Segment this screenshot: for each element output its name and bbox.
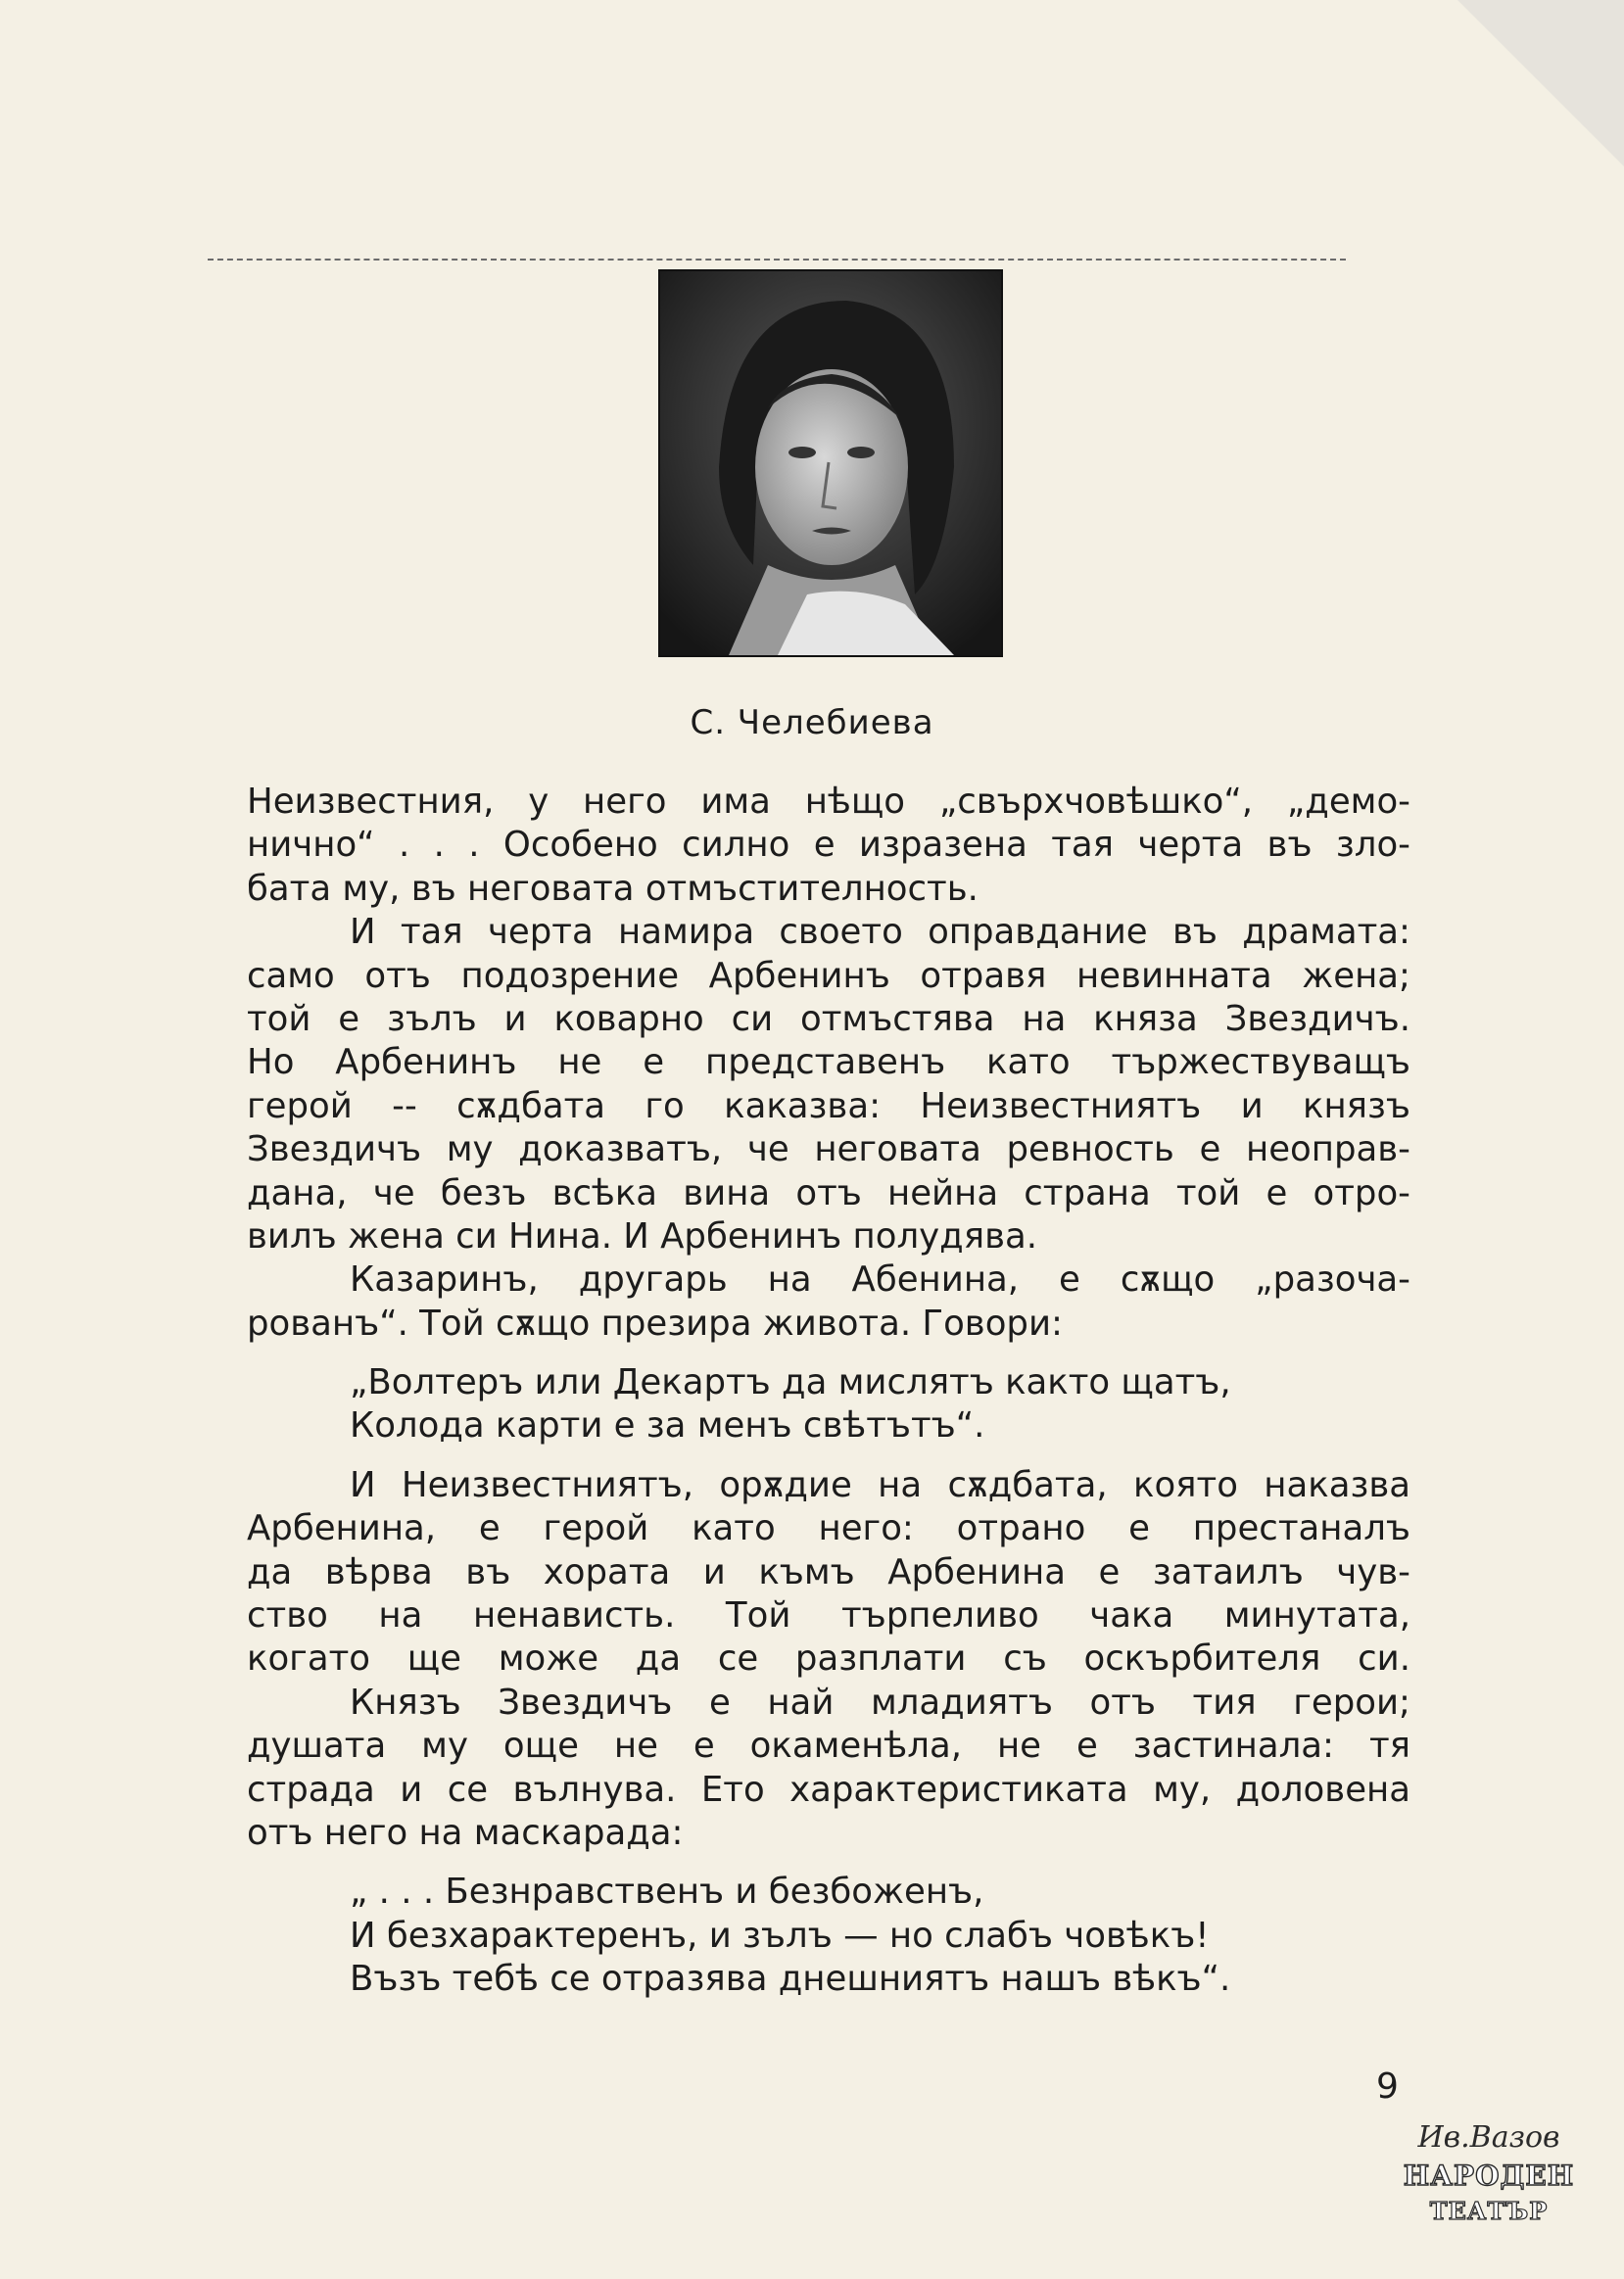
text-line: вилъ жена си Нина. И Арбенинъ полудява.	[247, 1215, 1038, 1257]
text-line: ство на ненависть. Той търпеливо чака минутата,	[247, 1595, 1410, 1637]
text-line: Но Арбенинъ не е представенъ като тържествуващъ	[247, 1042, 1410, 1083]
text-line: Арбенина, е герой като него: отрано е престаналъ	[247, 1508, 1410, 1549]
top-dashed-rule	[208, 259, 1346, 261]
logo-line-1: НАРОДЕН	[1403, 2160, 1575, 2192]
verse-line: Възъ тебѣ се отразява днешниятъ нашъ вѣкъ“.	[350, 1959, 1231, 2000]
verse-line: И безхарактеренъ, и зълъ — но слабъ човѣкъ!	[350, 1915, 1210, 1956]
text-line: рованъ“. Той сѫщо презира живота. Говори:	[247, 1303, 1064, 1344]
national-theatre-logo	[1401, 2120, 1577, 2238]
text-line: когато ще може да се разплати съ оскърбителя си.	[247, 1638, 1410, 1680]
text-line: Звездичъ му доказватъ, че неговата ревность е неоправ-	[247, 1129, 1410, 1170]
text-line: Неизвестния, у него има нѣщо „свърхчовѣшко“, „демо-	[247, 782, 1410, 822]
text-line: душата му още не е окаменѣла, не е застинала: тя	[247, 1726, 1410, 1767]
logo-line-2: ТЕАТЪР	[1429, 2197, 1549, 2225]
text-line: отъ него на маскарада:	[247, 1812, 684, 1853]
text-line: страда и се вълнува. Ето характеристиката му, доловена	[247, 1769, 1410, 1810]
text-line: бата му, въ неговата отмъстителность.	[247, 868, 979, 909]
page-corner	[1457, 0, 1624, 166]
text-line: дана, че безъ всѣка вина отъ нейна страна той е отро-	[247, 1172, 1410, 1213]
portrait-caption: С. Челебиева	[690, 703, 934, 742]
verse-line: „ . . . Безнравственъ и безбоженъ,	[350, 1872, 984, 1913]
text-line: да вѣрва въ хората и къмъ Арбенина е затаилъ чув-	[247, 1551, 1410, 1592]
body-text	[247, 781, 1410, 2002]
verse-line: Колода карти е за менъ свѣтътъ“.	[350, 1405, 985, 1447]
text-line: Князъ Звездичъ е най младиятъ отъ тия герои;	[350, 1682, 1410, 1723]
verse-line: „Волтеръ или Декартъ да мислятъ както щатъ,	[350, 1362, 1231, 1403]
text-line: той е зълъ и коварно си отмъстява на княза Звездичъ.	[247, 998, 1410, 1039]
text-line: нично“ . . . Особено силно е изразена тая черта въ зло-	[247, 825, 1410, 866]
text-line: И тая черта намира своето оправдание въ драмата:	[350, 912, 1410, 953]
text-line: герой -- сѫдбата го каказва: Неизвестниятъ и князъ	[247, 1085, 1410, 1126]
text-line: Казаринъ, другарь на Абенина, е сѫщо „разоча-	[350, 1259, 1410, 1301]
text-line: И Неизвестниятъ, орѫдие на сѫдбата, която наказва	[350, 1464, 1410, 1505]
text-line: само отъ подозрение Арбенинъ отравя невинната жена;	[247, 955, 1410, 996]
page-number: 9	[1376, 2066, 1399, 2107]
portrait-photo	[658, 269, 1003, 657]
logo-signature: Ив.Вазов	[1417, 2120, 1560, 2155]
